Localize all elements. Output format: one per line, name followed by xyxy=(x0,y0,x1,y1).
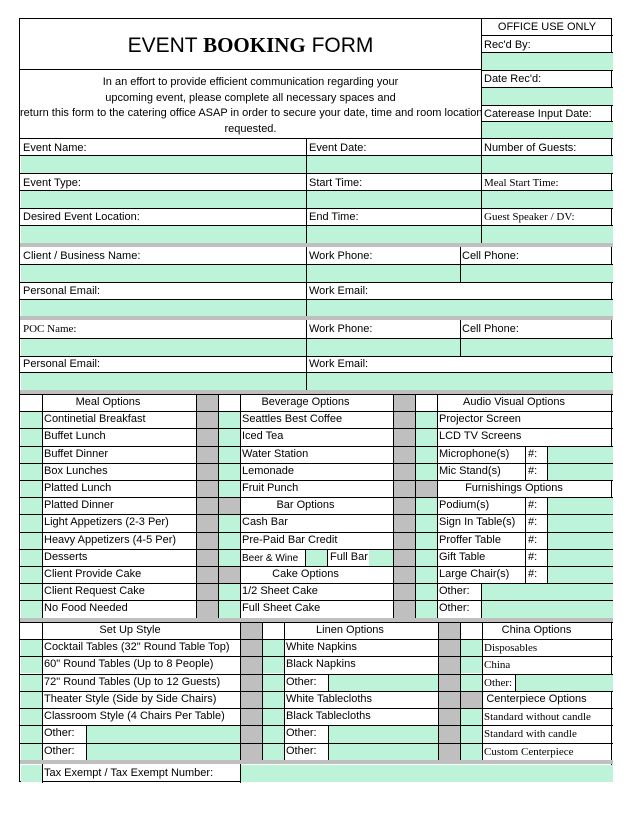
centerpiece-option-checkbox[interactable] xyxy=(461,709,482,725)
beverage-option-checkbox[interactable] xyxy=(219,429,240,445)
china-option-label: China xyxy=(484,659,511,672)
column-divider xyxy=(284,622,285,760)
linen-option-checkbox[interactable] xyxy=(263,657,284,673)
furnishing-option-checkbox[interactable] xyxy=(416,567,437,583)
count-label: #: xyxy=(528,464,538,477)
centerpiece-option-checkbox[interactable] xyxy=(461,744,482,760)
av-option-checkbox[interactable] xyxy=(416,464,437,480)
column-divider xyxy=(525,549,526,566)
end-time-label: End Time: xyxy=(309,211,359,223)
title-part-2: FORM xyxy=(305,34,374,57)
column-divider xyxy=(525,532,526,549)
setup-option-label: Classroom Style (4 Chairs Per Table) xyxy=(44,710,225,723)
column-divider xyxy=(525,566,526,583)
poc-personal-email-field[interactable] xyxy=(21,373,306,390)
column-divider xyxy=(437,394,438,618)
intro-text-line: return this form to the catering office ASAP in order to secure your date, time and room location xyxy=(20,107,483,119)
meal-option-label: No Food Needed xyxy=(44,602,128,615)
row-divider xyxy=(20,411,613,412)
poc-personal-email-label: Personal Email: xyxy=(23,358,101,370)
meal-option-checkbox[interactable] xyxy=(21,498,42,514)
linen-option-label: Black Napkins xyxy=(286,658,356,671)
full-bar-field[interactable] xyxy=(369,550,393,566)
linen-option-label: White Napkins xyxy=(286,640,357,653)
intro-text-line: requested. xyxy=(224,122,277,135)
av-option-label: Projector Screen xyxy=(439,413,521,426)
av-option-checkbox[interactable] xyxy=(416,412,437,428)
row-divider xyxy=(20,394,613,395)
end-time-field[interactable] xyxy=(307,226,481,243)
bar-option-checkbox[interactable] xyxy=(219,533,240,549)
client-business-label: Client / Business Name: xyxy=(23,250,141,262)
client-personal-email-label: Personal Email: xyxy=(23,285,101,297)
other-field[interactable] xyxy=(482,584,613,600)
count-label: #: xyxy=(528,533,538,546)
linen-other-checkbox[interactable] xyxy=(263,675,284,691)
meal-option-label: Buffet Dinner xyxy=(44,447,109,460)
number-of-guests-label: Number of Guests: xyxy=(484,142,577,154)
meal-option-checkbox[interactable] xyxy=(21,515,42,531)
setup-option-checkbox[interactable] xyxy=(21,692,42,708)
poc-work-email-label: Work Email: xyxy=(309,358,369,370)
column-divider xyxy=(525,497,526,514)
furnishing-option-label: Proffer Table xyxy=(439,533,501,546)
column-divider xyxy=(525,463,526,480)
linen-other-checkbox[interactable] xyxy=(263,744,284,760)
row-divider xyxy=(20,708,613,709)
furnishing-option-checkbox[interactable] xyxy=(416,533,437,549)
section-separator-poc xyxy=(20,316,613,320)
header-divider xyxy=(20,69,481,70)
furnishings-heading: Furnishings Options xyxy=(465,482,563,494)
meal-option-label: Platted Dinner xyxy=(44,499,114,512)
client-work-email-field[interactable] xyxy=(307,300,613,316)
event-name-field[interactable] xyxy=(21,156,306,173)
client-personal-email-field[interactable] xyxy=(21,300,306,316)
poc-cell-phone-field[interactable] xyxy=(461,339,613,356)
meal-option-checkbox[interactable] xyxy=(21,533,42,549)
cake-option-checkbox[interactable] xyxy=(219,584,240,600)
meal-option-checkbox[interactable] xyxy=(21,567,42,583)
centerpiece-option-checkbox[interactable] xyxy=(461,726,482,742)
furnishing-option-checkbox[interactable] xyxy=(416,550,437,566)
centerpiece-options-heading: Centerpiece Options xyxy=(486,692,587,705)
meal-option-label: Buffet Lunch xyxy=(44,430,106,443)
client-work-phone-label: Work Phone: xyxy=(309,250,373,262)
furnishing-count-field[interactable] xyxy=(548,533,613,549)
poc-work-phone-field[interactable] xyxy=(307,339,460,356)
setup-option-label: Theater Style (Side by Side Chairs) xyxy=(44,692,217,705)
tax-exempt-label: Tax Exempt / Tax Exempt Number: xyxy=(44,767,214,779)
beverage-options-heading: Beverage Options xyxy=(261,396,350,408)
linen-option-checkbox[interactable] xyxy=(263,640,284,656)
beverage-option-label: Seattles Best Coffee xyxy=(242,413,343,426)
full-bar-checkbox[interactable] xyxy=(306,550,327,566)
other-label: Other: xyxy=(439,602,470,615)
other-checkbox[interactable] xyxy=(416,601,437,617)
meal-option-label: Continetial Breakfast xyxy=(44,413,146,426)
column-divider xyxy=(42,394,43,618)
poc-work-email-field[interactable] xyxy=(307,373,613,390)
setup-option-checkbox[interactable] xyxy=(21,675,42,691)
setup-option-label: 72" Round Tables (Up to 12 Guests) xyxy=(44,675,221,688)
setup-option-checkbox[interactable] xyxy=(21,709,42,725)
setup-other-field[interactable] xyxy=(87,744,240,760)
event-booking-form xyxy=(19,18,612,782)
china-other-checkbox[interactable] xyxy=(461,675,482,691)
linen-option-checkbox[interactable] xyxy=(263,692,284,708)
meal-option-label: Box Lunches xyxy=(44,464,108,477)
start-time-field[interactable] xyxy=(307,191,481,208)
desired-location-field[interactable] xyxy=(21,226,306,243)
date-recd-label: Date Rec'd: xyxy=(484,73,542,85)
other-label: Other: xyxy=(439,585,470,598)
other-checkbox[interactable] xyxy=(416,584,437,600)
av-count-field[interactable] xyxy=(548,464,613,480)
number-of-guests-field[interactable] xyxy=(482,156,613,173)
furnishing-option-checkbox[interactable] xyxy=(416,498,437,514)
column-divider xyxy=(42,622,43,760)
count-label: #: xyxy=(528,447,538,460)
china-option-checkbox[interactable] xyxy=(461,657,482,673)
meal-option-label: Desserts xyxy=(44,550,88,563)
furnishing-option-label: Sign In Table(s) xyxy=(439,516,516,529)
column-divider xyxy=(525,446,526,463)
beer-wine-label: Beer & Wine xyxy=(242,552,299,564)
beverage-option-label: Iced Tea xyxy=(242,430,284,443)
event-type-label: Event Type: xyxy=(23,177,81,189)
setup-option-label: Cocktail Tables (32" Round Table Top) xyxy=(44,640,230,653)
row-divider xyxy=(20,138,613,139)
furnishing-count-field[interactable] xyxy=(548,515,613,531)
linen-option-label: White Tablecloths xyxy=(286,692,373,705)
setup-other-checkbox[interactable] xyxy=(21,744,42,760)
section-separator-tax xyxy=(20,760,613,764)
bar-option-checkbox[interactable] xyxy=(219,515,240,531)
poc-cell-phone-label: Cell Phone: xyxy=(462,323,519,335)
cake-option-label: 1/2 Sheet Cake xyxy=(242,585,318,598)
bar-option-label: Cash Bar xyxy=(242,516,288,529)
beverage-option-checkbox[interactable] xyxy=(219,481,240,497)
row-divider xyxy=(481,35,613,36)
china-option-checkbox[interactable] xyxy=(461,640,482,656)
row-divider xyxy=(20,208,613,209)
beer-wine-checkbox[interactable] xyxy=(219,550,240,566)
row-divider xyxy=(481,105,613,106)
av-option-checkbox[interactable] xyxy=(416,447,437,463)
row-divider xyxy=(20,622,613,623)
linen-option-label: Black Tablecloths xyxy=(286,710,371,723)
section-separator-client xyxy=(20,243,613,247)
meal-option-checkbox[interactable] xyxy=(21,429,42,445)
count-label: #: xyxy=(528,568,538,580)
meal-options-heading: Meal Options xyxy=(75,396,141,408)
row-divider xyxy=(20,173,613,174)
centerpiece-option-label: Standard without candle xyxy=(484,711,591,724)
poc-name-label: POC Name: xyxy=(23,323,77,335)
caterease-input-field[interactable] xyxy=(482,122,613,138)
meal-option-checkbox[interactable] xyxy=(21,464,42,480)
client-cell-phone-field[interactable] xyxy=(461,265,613,282)
row-divider xyxy=(20,282,613,283)
meal-option-label: Heavy Appetizers (4-5 Per) xyxy=(44,533,177,546)
meal-option-checkbox[interactable] xyxy=(21,550,42,566)
furnishing-option-label: Gift Table xyxy=(439,550,486,563)
full-bar-label: Full Bar xyxy=(330,550,368,563)
av-option-label: Mic Stand(s) xyxy=(439,464,501,477)
audio-visual-heading: Audio Visual Options xyxy=(463,396,565,408)
event-type-field[interactable] xyxy=(21,191,306,208)
av-option-checkbox[interactable] xyxy=(416,429,437,445)
linen-other-field[interactable] xyxy=(329,675,438,691)
linen-other-label: Other: xyxy=(286,675,317,688)
furnishing-option-checkbox[interactable] xyxy=(416,515,437,531)
column-divider xyxy=(482,622,483,760)
count-label: #: xyxy=(528,550,538,563)
column-divider xyxy=(240,622,241,760)
title-part-1: EVENT xyxy=(127,34,204,57)
china-other-label: Other: xyxy=(484,676,513,689)
column-divider xyxy=(327,549,328,566)
meal-option-checkbox[interactable] xyxy=(21,584,42,600)
linen-other-field[interactable] xyxy=(329,744,438,760)
meal-option-checkbox[interactable] xyxy=(21,481,42,497)
column-divider xyxy=(525,514,526,531)
meal-option-checkbox[interactable] xyxy=(21,412,42,428)
intro-text-line: upcoming event, please complete all necessary spaces and xyxy=(105,91,396,104)
row-divider xyxy=(20,656,613,657)
poc-name-field[interactable] xyxy=(21,339,306,356)
date-recd-field[interactable] xyxy=(482,88,613,105)
linen-other-field[interactable] xyxy=(329,726,438,742)
linen-option-checkbox[interactable] xyxy=(263,709,284,725)
setup-other-label: Other: xyxy=(44,727,75,740)
client-work-phone-field[interactable] xyxy=(307,265,460,282)
setup-option-checkbox[interactable] xyxy=(21,640,42,656)
linen-other-label: Other: xyxy=(286,727,317,740)
av-option-label: LCD TV Screens xyxy=(439,430,522,443)
setup-style-heading: Set Up Style xyxy=(99,623,161,636)
caterease-input-label: Caterease Input Date: xyxy=(484,108,592,120)
client-business-field[interactable] xyxy=(21,265,306,282)
setup-option-checkbox[interactable] xyxy=(21,657,42,673)
meal-option-checkbox[interactable] xyxy=(21,601,42,617)
recd-by-label: Rec'd By: xyxy=(484,39,531,51)
title-part-bold: BOOKING xyxy=(203,33,306,57)
linen-other-label: Other: xyxy=(286,744,317,757)
other-field[interactable] xyxy=(482,601,613,617)
cake-options-heading: Cake Options xyxy=(272,568,339,580)
column-divider xyxy=(393,394,394,618)
meal-option-label: Client Request Cake xyxy=(44,585,145,598)
meal-option-label: Light Appetizers (2-3 Per) xyxy=(44,516,169,529)
furnishing-option-label: Podium(s) xyxy=(439,499,490,512)
linen-options-heading: Linen Options xyxy=(316,623,384,636)
furnishing-count-field[interactable] xyxy=(548,567,613,583)
beverage-option-checkbox[interactable] xyxy=(219,464,240,480)
guest-speaker-label: Guest Speaker / DV: xyxy=(484,211,575,223)
column-divider xyxy=(42,764,43,783)
beverage-option-label: Fruit Punch xyxy=(242,482,299,494)
china-option-label: Disposables xyxy=(484,641,538,654)
column-divider xyxy=(196,394,197,618)
av-option-label: Microphone(s) xyxy=(439,447,510,460)
meal-option-checkbox[interactable] xyxy=(21,447,42,463)
av-count-field[interactable] xyxy=(548,447,613,463)
bar-option-label: Pre-Paid Bar Credit xyxy=(242,533,338,546)
meal-option-label: Platted Lunch xyxy=(44,482,112,494)
row-divider xyxy=(20,428,613,429)
china-options-heading: China Options xyxy=(501,623,572,636)
setup-other-checkbox[interactable] xyxy=(21,726,42,742)
start-time-label: Start Time: xyxy=(309,177,363,189)
cake-option-checkbox[interactable] xyxy=(219,601,240,617)
client-cell-phone-label: Cell Phone: xyxy=(462,250,519,262)
linen-other-checkbox[interactable] xyxy=(263,726,284,742)
beverage-option-label: Water Station xyxy=(242,447,309,460)
recd-by-field[interactable] xyxy=(482,53,613,70)
count-label: #: xyxy=(528,499,538,512)
poc-work-phone-label: Work Phone: xyxy=(309,323,373,335)
row-divider xyxy=(20,356,613,357)
furnishing-option-label: Large Chair(s) xyxy=(439,568,510,580)
beverage-option-checkbox[interactable] xyxy=(219,412,240,428)
meal-start-time-label: Meal Start Time: xyxy=(484,177,559,189)
row-divider xyxy=(20,691,613,692)
china-other-field[interactable] xyxy=(516,675,613,691)
cake-option-label: Full Sheet Cake xyxy=(242,602,321,615)
meal-option-label: Client Provide Cake xyxy=(44,568,142,580)
guest-speaker-field[interactable] xyxy=(482,226,613,243)
row-divider xyxy=(20,639,613,640)
client-work-email-label: Work Email: xyxy=(309,285,369,297)
setup-other-label: Other: xyxy=(44,744,75,757)
tax-exempt-checkbox[interactable] xyxy=(21,765,42,782)
event-name-label: Event Name: xyxy=(23,142,87,154)
centerpiece-option-label: Standard with candle xyxy=(484,728,577,741)
office-use-heading: OFFICE USE ONLY xyxy=(497,21,597,33)
event-date-label: Event Date: xyxy=(309,142,367,154)
desired-location-label: Desired Event Location: xyxy=(23,211,140,223)
furnishing-count-field[interactable] xyxy=(548,498,613,514)
furnishing-count-field[interactable] xyxy=(548,550,613,566)
setup-option-label: 60" Round Tables (Up to 8 People) xyxy=(44,658,214,671)
beverage-option-checkbox[interactable] xyxy=(219,447,240,463)
row-divider xyxy=(481,70,613,71)
meal-start-time-field[interactable] xyxy=(482,191,613,208)
setup-other-field[interactable] xyxy=(87,726,240,742)
tax-exempt-number-field[interactable] xyxy=(241,765,613,782)
row-divider xyxy=(20,480,613,481)
column-divider xyxy=(438,622,439,760)
intro-text-line: In an effort to provide efficient communication regarding your xyxy=(102,76,399,88)
event-date-field[interactable] xyxy=(307,156,481,173)
beverage-option-label: Lemonade xyxy=(242,464,294,477)
bar-options-heading: Bar Options xyxy=(276,499,335,512)
count-label: #: xyxy=(528,516,538,529)
page-title xyxy=(20,32,481,59)
centerpiece-option-label: Custom Centerpiece xyxy=(484,745,574,758)
